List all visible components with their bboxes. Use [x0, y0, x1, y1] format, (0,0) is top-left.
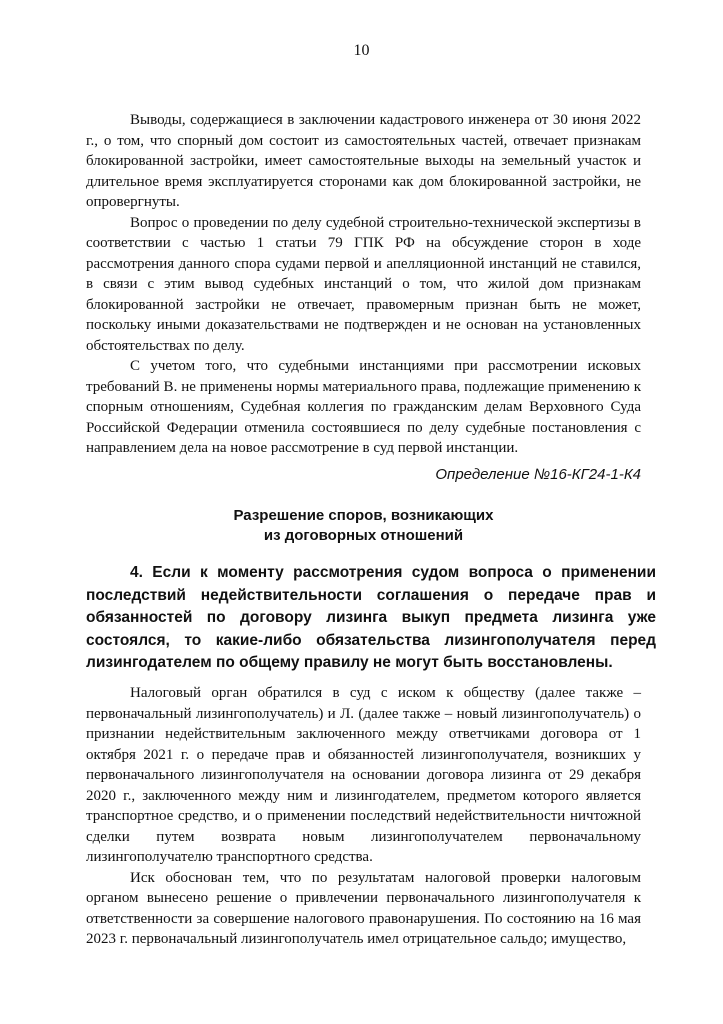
case-reference: Определение №16-КГ24-1-К4: [435, 466, 641, 483]
body-text-block-2: [86, 683, 641, 950]
paragraph: С учетом того, что судебными инстанциями при рассмотрении исковых требований В. не применены нормы материального права, подлежащие применению к спорным отношениям, Судебная коллегия по гражданским делам Верховного Суда Российской Федерации отменила состоявшиеся по делу судебные постановления с направлением дела на новое рассмотрение в суд первой инстанции.: [86, 358, 641, 456]
section-title: [86, 506, 641, 546]
paragraph: Вопрос о проведении по делу судебной строительно-технической экспертизы в соответствии с частью 1 статьи 79 ГПК РФ на обсуждение сторон в ходе рассмотрения данного спора судами первой и апелляционной инстанций не ставился, в связи с этим вывод судебных инстанций о том, что жилой дом признакам блокированной застройки не отвечает, правомерным признан быть не может, поскольку иными доказательствами не подтвержден и не основан на установленных обстоятельствах по делу.: [86, 214, 641, 354]
legal-thesis: 4. Если к моменту рассмотрения судом вопроса о применении последствий недействительности соглашения о передаче прав и обязанностей по договору лизинга выкуп предмета лизинга уже состоялся, то какие-либо обязательства лизингополучателя перед лизингодателем по общему правилу не могут быть восстановлены.: [86, 564, 656, 671]
paragraph: Иск обоснован тем, что по результатам налоговой проверки налоговым органом вынесено решение о привлечении первоначального лизингополучателя к ответственности за совершение налогового правонарушения. По состоянию на 16 мая 2023 г. первоначальный лизингополучатель имел отрицательное сальдо; имущество,: [86, 869, 641, 947]
paragraph: Выводы, содержащиеся в заключении кадастрового инженера от 30 июня 2022 г., о том, что спорный дом состоит из самостоятельных частей, отвечает признакам блокированной застройки, имеет самостоятельные выходы на земельный участок и длительное время эксплуатируется сторонами как дом блокированной застройки, не опровергнуты.: [86, 112, 641, 210]
page-number: 10: [353, 42, 370, 59]
paragraph: Налоговый орган обратился в суд с иском к обществу (далее также – первоначальный лизингополучатель) и Л. (далее также – новый лизингополучатель) о признании недействительным заключенного между ответчиками договора от 1 октября 2021 г. о передаче прав и обязанностей лизингополучателя, возникших у первоначального лизингополучателя на основании договора лизинга от 29 декабря 2020 г., заключенного между ним и лизингодателем, предметом которого является транспортное средство, и о применении последствий недействительности ничтожной сделки путем возврата новым лизингополучателем первоначальному лизингополучателю транспортного средства.: [86, 685, 641, 865]
section-title-line: из договорных отношений: [263, 527, 464, 544]
section-title-line: Разрешение споров, возникающих: [233, 507, 494, 524]
body-text-block-1: [86, 110, 641, 459]
